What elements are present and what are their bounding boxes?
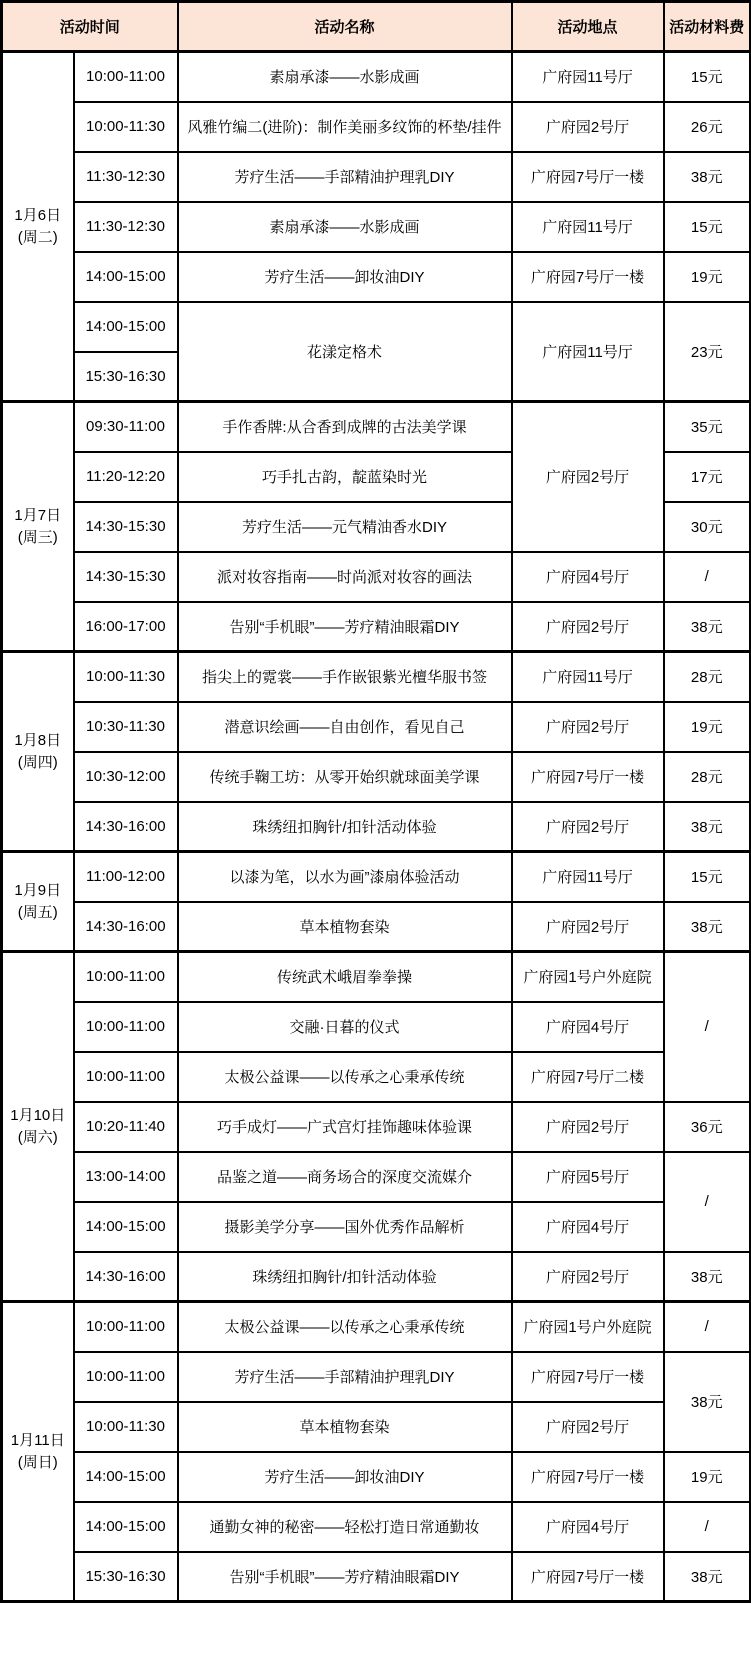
fee-cell: 38元	[664, 602, 751, 652]
time-cell: 10:00-11:30	[74, 102, 178, 152]
activity-name-cell: 传统手鞠工坊：从零开始织就球面美学课	[178, 752, 512, 802]
table-row	[2, 602, 751, 652]
weekday-label: (周六)	[17, 1128, 58, 1146]
time-cell: 14:30-16:00	[74, 1252, 178, 1302]
activity-name-cell: 太极公益课——以传承之心秉承传统	[178, 1052, 512, 1102]
location-cell: 广府园7号厅一楼	[512, 252, 664, 302]
activity-name-cell: 巧手扎古韵，靛蓝染时光	[178, 452, 512, 502]
location-cell: 广府园11号厅	[512, 52, 664, 102]
time-cell: 14:30-16:00	[74, 902, 178, 952]
time-cell: 11:00-12:00	[74, 852, 178, 902]
location-cell: 广府园2号厅	[512, 602, 664, 652]
time-cell: 10:00-11:00	[74, 52, 178, 102]
activity-name-cell: 草本植物套染	[178, 1402, 512, 1452]
weekday-label: (周三)	[17, 528, 58, 546]
activity-name-cell: 传统武术峨眉拳拳操	[178, 952, 512, 1002]
location-cell: 广府园11号厅	[512, 852, 664, 902]
time-cell: 10:30-12:00	[74, 752, 178, 802]
activity-name-cell: 摄影美学分享——国外优秀作品解析	[178, 1202, 512, 1252]
fee-cell: 35元	[664, 402, 751, 452]
time-cell: 10:30-11:30	[74, 702, 178, 752]
fee-cell: 38元	[664, 1252, 751, 1302]
location-cell: 广府园4号厅	[512, 1002, 664, 1052]
date-label: 1月7日	[14, 506, 62, 524]
time-cell: 10:00-11:00	[74, 1052, 178, 1102]
fee-cell: 28元	[664, 752, 751, 802]
location-cell: 广府园4号厅	[512, 1502, 664, 1552]
location-cell: 广府园2号厅	[512, 702, 664, 752]
fee-cell: 38元	[664, 152, 751, 202]
schedule-table-body	[2, 52, 751, 1602]
time-cell: 15:30-16:30	[74, 352, 178, 402]
activity-name-cell: 素扇承漆——水影成画	[178, 52, 512, 102]
location-cell: 广府园5号厅	[512, 1152, 664, 1202]
table-row	[2, 1102, 751, 1152]
header-activity-name: 活动名称	[178, 2, 512, 52]
time-cell: 10:00-11:30	[74, 652, 178, 702]
time-cell: 10:00-11:00	[74, 1352, 178, 1402]
time-cell: 10:00-11:00	[74, 952, 178, 1002]
time-cell: 11:30-12:30	[74, 202, 178, 252]
weekday-label: (周日)	[17, 1453, 58, 1471]
activity-name-cell: 风雅竹编二(进阶)：制作美丽多纹饰的杯垫/挂件	[178, 102, 512, 152]
table-row	[2, 1002, 751, 1052]
activity-name-cell: 芳疗生活——卸妆油DIY	[178, 252, 512, 302]
time-cell: 10:20-11:40	[74, 1102, 178, 1152]
table-row	[2, 1402, 751, 1452]
activity-name-cell: 派对妆容指南——时尚派对妆容的画法	[178, 552, 512, 602]
activity-name-cell: 珠绣纽扣胸针/扣针活动体验	[178, 802, 512, 852]
table-row	[2, 1502, 751, 1552]
time-cell: 14:30-15:30	[74, 552, 178, 602]
location-cell: 广府园2号厅	[512, 1252, 664, 1302]
date-cell	[2, 852, 74, 952]
activity-name-cell: 交融·日暮的仪式	[178, 1002, 512, 1052]
time-cell: 16:00-17:00	[74, 602, 178, 652]
fee-cell: /	[664, 952, 751, 1102]
fee-cell: /	[664, 1152, 751, 1252]
activity-name-cell: 潜意识绘画——自由创作，看见自己	[178, 702, 512, 752]
fee-cell: 38元	[664, 902, 751, 952]
time-cell: 14:00-15:00	[74, 1202, 178, 1252]
time-cell: 10:00-11:00	[74, 1002, 178, 1052]
table-row	[2, 1152, 751, 1202]
time-cell: 14:00-15:00	[74, 302, 178, 352]
time-cell: 14:00-15:00	[74, 1452, 178, 1502]
location-cell: 广府园11号厅	[512, 202, 664, 252]
table-row	[2, 1202, 751, 1252]
time-cell: 11:30-12:30	[74, 152, 178, 202]
table-row	[2, 1452, 751, 1502]
activity-name-cell: 芳疗生活——手部精油护理乳DIY	[178, 1352, 512, 1402]
table-row	[2, 752, 751, 802]
time-cell: 13:00-14:00	[74, 1152, 178, 1202]
header-activity-time: 活动时间	[2, 2, 178, 52]
fee-cell: 19元	[664, 702, 751, 752]
location-cell: 广府园11号厅	[512, 302, 664, 402]
fee-cell: 26元	[664, 102, 751, 152]
fee-cell: 23元	[664, 302, 751, 402]
fee-cell: 38元	[664, 1352, 751, 1452]
table-row	[2, 202, 751, 252]
activity-name-cell: 告别“手机眼”——芳疗精油眼霜DIY	[178, 1552, 512, 1602]
fee-cell: 15元	[664, 52, 751, 102]
date-cell	[2, 652, 74, 852]
location-cell: 广府园1号户外庭院	[512, 952, 664, 1002]
activity-name-cell: 草本植物套染	[178, 902, 512, 952]
header-activity-location: 活动地点	[512, 2, 664, 52]
location-cell: 广府园2号厅	[512, 1102, 664, 1152]
location-cell: 广府园4号厅	[512, 1202, 664, 1252]
date-label: 1月11日	[10, 1431, 65, 1449]
activity-name-cell: 告别“手机眼”——芳疗精油眼霜DIY	[178, 602, 512, 652]
location-cell: 广府园2号厅	[512, 902, 664, 952]
table-row	[2, 252, 751, 302]
table-row	[2, 652, 751, 702]
fee-cell: 38元	[664, 1552, 751, 1602]
location-cell: 广府园7号厅一楼	[512, 1552, 664, 1602]
header-row	[2, 2, 751, 52]
date-label: 1月9日	[14, 881, 62, 899]
time-cell: 10:00-11:30	[74, 1402, 178, 1452]
time-cell: 14:00-15:00	[74, 252, 178, 302]
activity-name-cell: 以漆为笔，以水为画”漆扇体验活动	[178, 852, 512, 902]
activity-name-cell: 太极公益课——以传承之心秉承传统	[178, 1302, 512, 1352]
table-row	[2, 152, 751, 202]
time-cell: 15:30-16:30	[74, 1552, 178, 1602]
location-cell: 广府园7号厅一楼	[512, 152, 664, 202]
weekday-label: (周五)	[17, 903, 58, 921]
date-cell	[2, 402, 74, 652]
weekday-label: (周四)	[17, 753, 58, 771]
date-label: 1月8日	[14, 731, 62, 749]
time-cell: 14:00-15:00	[74, 1502, 178, 1552]
table-row	[2, 902, 751, 952]
table-row	[2, 552, 751, 602]
activity-name-cell: 芳疗生活——手部精油护理乳DIY	[178, 152, 512, 202]
table-row	[2, 302, 751, 352]
weekday-label: (周二)	[17, 228, 58, 246]
location-cell: 广府园11号厅	[512, 652, 664, 702]
location-cell: 广府园4号厅	[512, 552, 664, 602]
table-row	[2, 952, 751, 1002]
time-cell: 10:00-11:00	[74, 1302, 178, 1352]
fee-cell: 36元	[664, 1102, 751, 1152]
activity-name-cell: 品鉴之道——商务场合的深度交流媒介	[178, 1152, 512, 1202]
activity-name-cell: 芳疗生活——卸妆油DIY	[178, 1452, 512, 1502]
table-row	[2, 802, 751, 852]
location-cell: 广府园7号厅一楼	[512, 1352, 664, 1402]
table-row	[2, 1252, 751, 1302]
location-cell: 广府园2号厅	[512, 402, 664, 552]
date-cell	[2, 952, 74, 1302]
time-cell: 14:30-16:00	[74, 802, 178, 852]
table-row	[2, 52, 751, 102]
table-row	[2, 702, 751, 752]
activity-name-cell: 珠绣纽扣胸针/扣针活动体验	[178, 1252, 512, 1302]
date-label: 1月10日	[10, 1106, 66, 1124]
activity-name-cell: 巧手成灯——广式宫灯挂饰趣味体验课	[178, 1102, 512, 1152]
table-row	[2, 402, 751, 452]
fee-cell: /	[664, 1502, 751, 1552]
location-cell: 广府园7号厅一楼	[512, 1452, 664, 1502]
location-cell: 广府园2号厅	[512, 802, 664, 852]
table-row	[2, 1052, 751, 1102]
fee-cell: 30元	[664, 502, 751, 552]
table-row	[2, 1352, 751, 1402]
date-cell	[2, 1302, 74, 1602]
fee-cell: 28元	[664, 652, 751, 702]
fee-cell: 38元	[664, 802, 751, 852]
location-cell: 广府园7号厅二楼	[512, 1052, 664, 1102]
table-row	[2, 852, 751, 902]
time-cell: 09:30-11:00	[74, 402, 178, 452]
location-cell: 广府园2号厅	[512, 1402, 664, 1452]
fee-cell: 15元	[664, 202, 751, 252]
activity-name-cell: 花漾定格术	[178, 302, 512, 402]
fee-cell: 19元	[664, 1452, 751, 1502]
date-label: 1月6日	[14, 206, 62, 224]
fee-cell: 19元	[664, 252, 751, 302]
activity-name-cell: 芳疗生活——元气精油香水DIY	[178, 502, 512, 552]
activity-name-cell: 素扇承漆——水影成画	[178, 202, 512, 252]
location-cell: 广府园2号厅	[512, 102, 664, 152]
time-cell: 11:20-12:20	[74, 452, 178, 502]
activity-name-cell: 通勤女神的秘密——轻松打造日常通勤妆	[178, 1502, 512, 1552]
activity-name-cell: 指尖上的霓裳——手作嵌银紫光檀华服书签	[178, 652, 512, 702]
fee-cell: 15元	[664, 852, 751, 902]
fee-cell: /	[664, 552, 751, 602]
fee-cell: 17元	[664, 452, 751, 502]
time-cell: 14:30-15:30	[74, 502, 178, 552]
table-row	[2, 1302, 751, 1352]
location-cell: 广府园7号厅一楼	[512, 752, 664, 802]
table-row	[2, 1552, 751, 1602]
fee-cell: /	[664, 1302, 751, 1352]
header-material-fee: 活动材料费	[664, 2, 751, 52]
location-cell: 广府园1号户外庭院	[512, 1302, 664, 1352]
activity-name-cell: 手作香牌:从合香到成牌的古法美学课	[178, 402, 512, 452]
table-row	[2, 102, 751, 152]
date-cell	[2, 52, 74, 402]
